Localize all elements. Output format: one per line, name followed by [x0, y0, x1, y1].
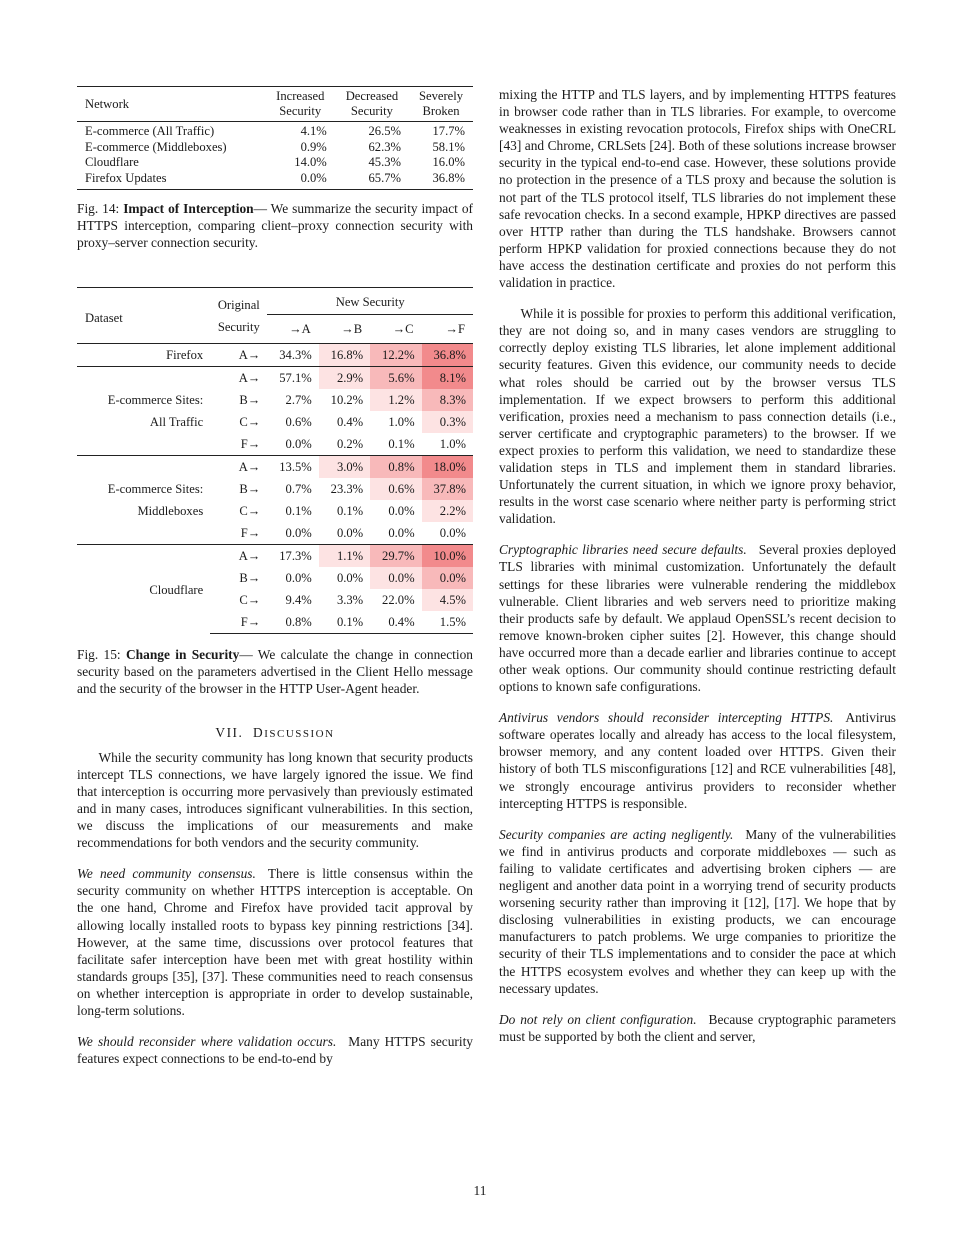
continuation-paragraph: mixing the HTTP and TLS layers, and by implementing HTTPS features in browser code rather than in TLS libraries. For example, to overcome weaknesses in existing revocation protocols, Firefox ships with OneCRL [43] and Chrome, CRLSets [24]. Both of these solutions increase browser security in the typical end-to-end case. However, these solutions provide no protection in the presence of a TLS proxy and because the solution is not part of the TLS protocol itself, TLS libraries do not implement these safe revocation checks. In a second example, HPKP directives are passed over HTTP rather than during the TLS handshake. Browsers cannot perform HPKP validation for proxied connections because they do not have access the destination certificate and proxies do not perform this validation in practice.: [499, 87, 896, 291]
header-line: Decreased: [345, 89, 399, 103]
fig15-original-grade: A→: [210, 456, 267, 479]
antivirus-heading: Antivirus vendors should reconsider intercepting HTTPS.: [499, 710, 834, 726]
fig15-original-grade: A→: [210, 367, 267, 390]
fig14-cell-network: E-commerce (All Traffic): [77, 122, 266, 140]
fig15-cell: 0.6%: [370, 478, 421, 500]
fig14-cell-increased: 0.9%: [300, 139, 327, 154]
fig14-cell-increased: 14.0%: [294, 155, 327, 169]
header-line: Security: [217, 320, 260, 335]
fig15-original-grade: C→: [239, 503, 261, 518]
fig15-cell: 0.4%: [370, 611, 421, 634]
fig15-cell: 5.6%: [370, 367, 421, 390]
fig15-cell: 3.0%: [319, 456, 370, 479]
section-title-initial: D: [253, 724, 265, 740]
fig15-original-grade: F→: [210, 611, 267, 634]
fig15-cell: 1.0%: [439, 436, 466, 451]
fig15-cell: 0.8%: [370, 456, 421, 479]
fig14-cell-broken: 58.1%: [432, 139, 465, 154]
fig15-cell: 10.2%: [330, 392, 364, 407]
negligence-text: Many of the vulnerabilities we find in antivirus products and corporate middleboxes — such as failing to validate certificates and advertising broken ciphers — are negligent and another data point in a worrying trend of security products worsening security rather than improving it [12], [17]. We hope that by disclosing vulnerabilities in existing products, we can encourage manufacturers to patch problems. We urge companies to prioritize the security of their TLS implementations and to consider the pace at which the HTTPS ecosystem evolves and whether they can keep up with the necessary updates.: [499, 826, 896, 996]
fig15-cell: 0.0%: [336, 525, 364, 540]
crypto-defaults-text: Several proxies deployed TLS libraries with minimal customization. Unfortunately the default settings for these libraries were vulnerable rendering the middlebox vulnerable. Client libraries and web servers need to prioritize making their products safe by default. We applaud OpenSSL’s recent decision to remove known-broken cipher suites [2]. However, this change should have occurred more than a decade earlier and libraries continue to accept other weak options. Our community should continue restricting default options to known safe configurations.: [499, 542, 896, 695]
crypto-defaults-heading: Cryptographic libraries need secure defaults.: [499, 542, 747, 558]
fig15-table-row: [77, 456, 473, 479]
fig15-cell: 1.2%: [370, 389, 421, 411]
fig15-cell: 57.1%: [267, 367, 318, 390]
fig15-original-grade: A→: [210, 344, 267, 367]
client-config-heading: Do not rely on client configuration.: [499, 1011, 697, 1027]
fig15-cell: 34.3%: [267, 344, 318, 367]
fig15-cell: 0.4%: [336, 414, 364, 429]
fig14-cell-broken: 36.8%: [409, 171, 473, 190]
fig15-cell: 29.7%: [370, 545, 421, 568]
fig14-cell-increased: 0.0%: [266, 171, 335, 190]
fig14-title: Impact of Interception: [123, 201, 254, 216]
fig15-cell: 2.2%: [422, 500, 473, 522]
fig14-cell-decreased: 45.3%: [368, 155, 402, 169]
fig15-cell: 2.9%: [319, 367, 370, 390]
fig14-cell-decreased: 62.3%: [368, 139, 402, 154]
fig15-cell: 12.2%: [370, 344, 421, 367]
fig15-dataset-label: [77, 344, 210, 367]
dataset-label-line: Cloudflare: [149, 582, 204, 597]
fig15-cell: 0.0%: [285, 570, 312, 585]
fig15-cell: 1.0%: [388, 414, 415, 429]
fig15-cell: 0.0%: [388, 525, 415, 540]
fig15-group: [77, 344, 473, 367]
fig14-table-row: [77, 155, 473, 171]
fig15-col-a: →A: [289, 322, 311, 337]
fig14-header-row: [77, 87, 473, 122]
fig15-cell: 8.3%: [422, 389, 473, 411]
fig15-cell: 13.5%: [267, 456, 318, 479]
fig15-cell: 36.8%: [422, 344, 473, 367]
dataset-label-line: Middleboxes: [137, 504, 204, 519]
client-config-paragraph: [499, 1011, 896, 1045]
fig15-original-grade: B→: [239, 570, 261, 585]
fig15-table: [77, 287, 473, 634]
fig14-header-network: Network: [77, 87, 266, 122]
fig14-caption-text: — We summarize the security impact of HTTPS interception, comparing client–proxy connection security with proxy–server connection security.: [77, 201, 473, 251]
dataset-label-line: Firefox: [166, 348, 204, 363]
fig15-cell: 0.3%: [422, 411, 473, 433]
fig14-cell-decreased: 65.7%: [335, 171, 409, 190]
fig15-caption-text: — We calculate the change in connection security based on the parameters advertised in the Client Hello message and the security of the browser in the HTTP User-Agent header.: [77, 647, 473, 697]
fig15-cell: 0.1%: [388, 436, 415, 451]
consensus-heading: We need community consensus.: [77, 866, 256, 882]
fig15-table-row: [77, 367, 473, 390]
fig15-cell: 0.0%: [388, 503, 415, 518]
validation-paragraph: [77, 1033, 473, 1067]
fig15-cell: 0.0%: [285, 525, 312, 540]
consensus-paragraph: [77, 865, 473, 1019]
fig14-cell-decreased: 26.5%: [335, 122, 409, 140]
negligence-paragraph: [499, 826, 896, 997]
header-line: Severely: [418, 89, 464, 103]
fig14-table-row: [77, 140, 473, 156]
fig15-cell: 8.1%: [422, 367, 473, 390]
fig14-table-row: [77, 122, 473, 140]
fig15-cell: 4.5%: [422, 589, 473, 611]
header-line: Original: [217, 298, 260, 313]
fig15-cell: 22.0%: [382, 592, 415, 607]
validation-heading: We should reconsider where validation occurs.: [77, 1034, 337, 1050]
fig15-cell: 18.0%: [422, 456, 473, 479]
fig15-cell: 16.8%: [319, 344, 370, 367]
fig15-title: Change in Security: [126, 647, 240, 663]
fig15-dataset-label: [77, 456, 210, 545]
fig15-header-original: [210, 288, 267, 344]
fig15-label: Fig. 15:: [77, 647, 121, 663]
validation-text: Many HTTPS security features expect connections to be end-to-end by: [77, 1034, 473, 1067]
fig15-col-b: →B: [341, 322, 363, 337]
fig15-group: [77, 367, 473, 456]
fig15-cell: 23.3%: [330, 481, 364, 496]
fig14-label: Fig. 14:: [77, 201, 120, 216]
discussion-intro-paragraph: While the security community has long known that security products intercept TLS connections, we have largely ignored the issue. We find that interception is occurring more pervasively than previously estimated and in many cases, introduces significant vulnerabilities. In this section, we discuss the implications of our measurements and make recommendations for both vendors and the security community.: [77, 749, 473, 851]
fig15-cell: 0.6%: [285, 414, 312, 429]
fig15-col-c: →C: [392, 322, 414, 337]
fig15-cell: 0.0%: [336, 570, 364, 585]
fig15-table-row: [77, 344, 473, 367]
fig15-dataset-label: [77, 545, 210, 634]
fig15-cell: 17.3%: [267, 545, 318, 568]
fig15-cell: 9.4%: [285, 592, 312, 607]
fig15-cell: 0.0%: [439, 525, 466, 540]
fig15-cell: 10.0%: [422, 545, 473, 568]
fig14-caption: [77, 200, 473, 251]
consensus-text: There is little consensus within the security community on whether HTTPS interception is acceptable. On the one hand, Chrome and Firefox have provided tacit approval by allowing locally installed roots to bypass key pinning restrictions [34]. However, at the same time, discussions over protocol features that facilitate safer interception have been met with great hostility within standards groups [35], [37]. These communities need to reach consensus on whether interception is appropriate in order to develop sustainable, long-term solutions.: [77, 866, 473, 1018]
section-heading: [77, 724, 473, 743]
fig15-original-grade: B→: [239, 481, 261, 496]
fig15-original-grade: C→: [239, 592, 261, 607]
antivirus-paragraph: [499, 709, 896, 812]
fig15-original-grade: A→: [210, 545, 267, 568]
crypto-defaults-paragraph: [499, 541, 896, 695]
header-line: Security: [279, 104, 322, 118]
fig15-col-f: →F: [445, 322, 465, 337]
fig14-cell-broken: 17.7%: [409, 122, 473, 140]
fig15-cell: 0.0%: [422, 567, 473, 589]
fig15-original-grade: F→: [240, 525, 261, 540]
negligence-heading: Security companies are acting negligently.: [499, 826, 734, 842]
section-title-rest: ISCUSSION: [264, 727, 335, 740]
fig14-cell-network: Firefox Updates: [77, 171, 266, 190]
fig14-table-body: [77, 122, 473, 190]
dataset-label-line: E-commerce Sites:: [107, 482, 204, 497]
right-column: [499, 86, 896, 1045]
fig15-cell: 0.1%: [285, 503, 312, 518]
fig15-cell: 1.1%: [319, 545, 370, 568]
fig15-header-row: [77, 288, 473, 315]
fig14-header-broken: [409, 87, 473, 122]
section-number: VII.: [215, 724, 244, 740]
left-column: [77, 86, 473, 1067]
fig15-cell: 0.0%: [370, 567, 421, 589]
fig14-cell-broken: 16.0%: [432, 155, 465, 169]
page-number: 11: [473, 1183, 487, 1198]
fig14-cell-network: E-commerce (Middleboxes): [85, 139, 227, 154]
fig15-cell: 0.0%: [285, 436, 312, 451]
proxies-paragraph: While it is possible for proxies to perform this additional verification, they are not doing so, and in many cases vendors are struggling to correctly deploy existing TLS libraries, let alone implement additional security features. Given this evidence, our community needs to decide what roles should be carried out by the browser versus TLS implementation. If we expect browsers to perform this additional verification, proxies need a mechanism to pass connection details (i.e., server certificate and cryptographic parameters) to the browser. If we expect proxies to perform this validation, we need to standardize these validation steps in TLS and implement them in standard libraries. Unfortunately the current situation, in which we ignore proxy behavior, results in the worst case scenario where neither party is performing strict validation.: [499, 306, 896, 527]
fig14-header-decreased: [335, 87, 409, 122]
header-line: Increased: [276, 89, 325, 103]
client-config-text: Because cryptographic parameters must be supported by both the client and server,: [499, 1011, 896, 1044]
dataset-label-line: All Traffic: [149, 415, 204, 430]
header-line: Security: [350, 104, 393, 118]
fig15-cell: 0.7%: [285, 481, 312, 496]
fig14-table: [77, 86, 473, 190]
fig15-original-grade: B→: [239, 392, 261, 407]
fig15-header-new-security: New Security: [267, 288, 473, 315]
fig14-table-row: [77, 171, 473, 190]
fig15-caption: [77, 646, 473, 697]
fig15-table-row: [77, 545, 473, 568]
antivirus-text: Antivirus software operates locally and already has access to the local filesystem, browser memory, and any content loaded over HTTPS. Given their history of both TLS misconfigurations [12] and RCE vulnerabilities [48], we strongly encourage antivirus providers to reconsider whether intercepting HTTPS is responsible.: [499, 710, 896, 811]
fig15-group: [77, 545, 473, 634]
fig14-cell-network: Cloudflare: [85, 155, 139, 169]
fig15-cell: 3.3%: [336, 592, 364, 607]
fig15-cell: 0.8%: [267, 611, 318, 634]
header-line: Broken: [422, 104, 460, 118]
fig15-cell: 0.2%: [336, 436, 364, 451]
fig15-cell: 37.8%: [422, 478, 473, 500]
fig15-cell: 0.1%: [336, 503, 364, 518]
fig15-dataset-label: [77, 367, 210, 456]
fig15-header-dataset: Dataset: [77, 288, 210, 344]
fig15-group: [77, 456, 473, 545]
fig15-original-grade: F→: [240, 436, 261, 451]
fig15-cell: 1.5%: [422, 611, 473, 634]
fig14-cell-increased: 4.1%: [266, 122, 335, 140]
fig15-cell: 0.1%: [319, 611, 370, 634]
fig15-cell: 2.7%: [285, 392, 312, 407]
fig14-header-increased: [266, 87, 335, 122]
dataset-label-line: E-commerce Sites:: [107, 393, 204, 408]
fig15-original-grade: C→: [239, 414, 261, 429]
